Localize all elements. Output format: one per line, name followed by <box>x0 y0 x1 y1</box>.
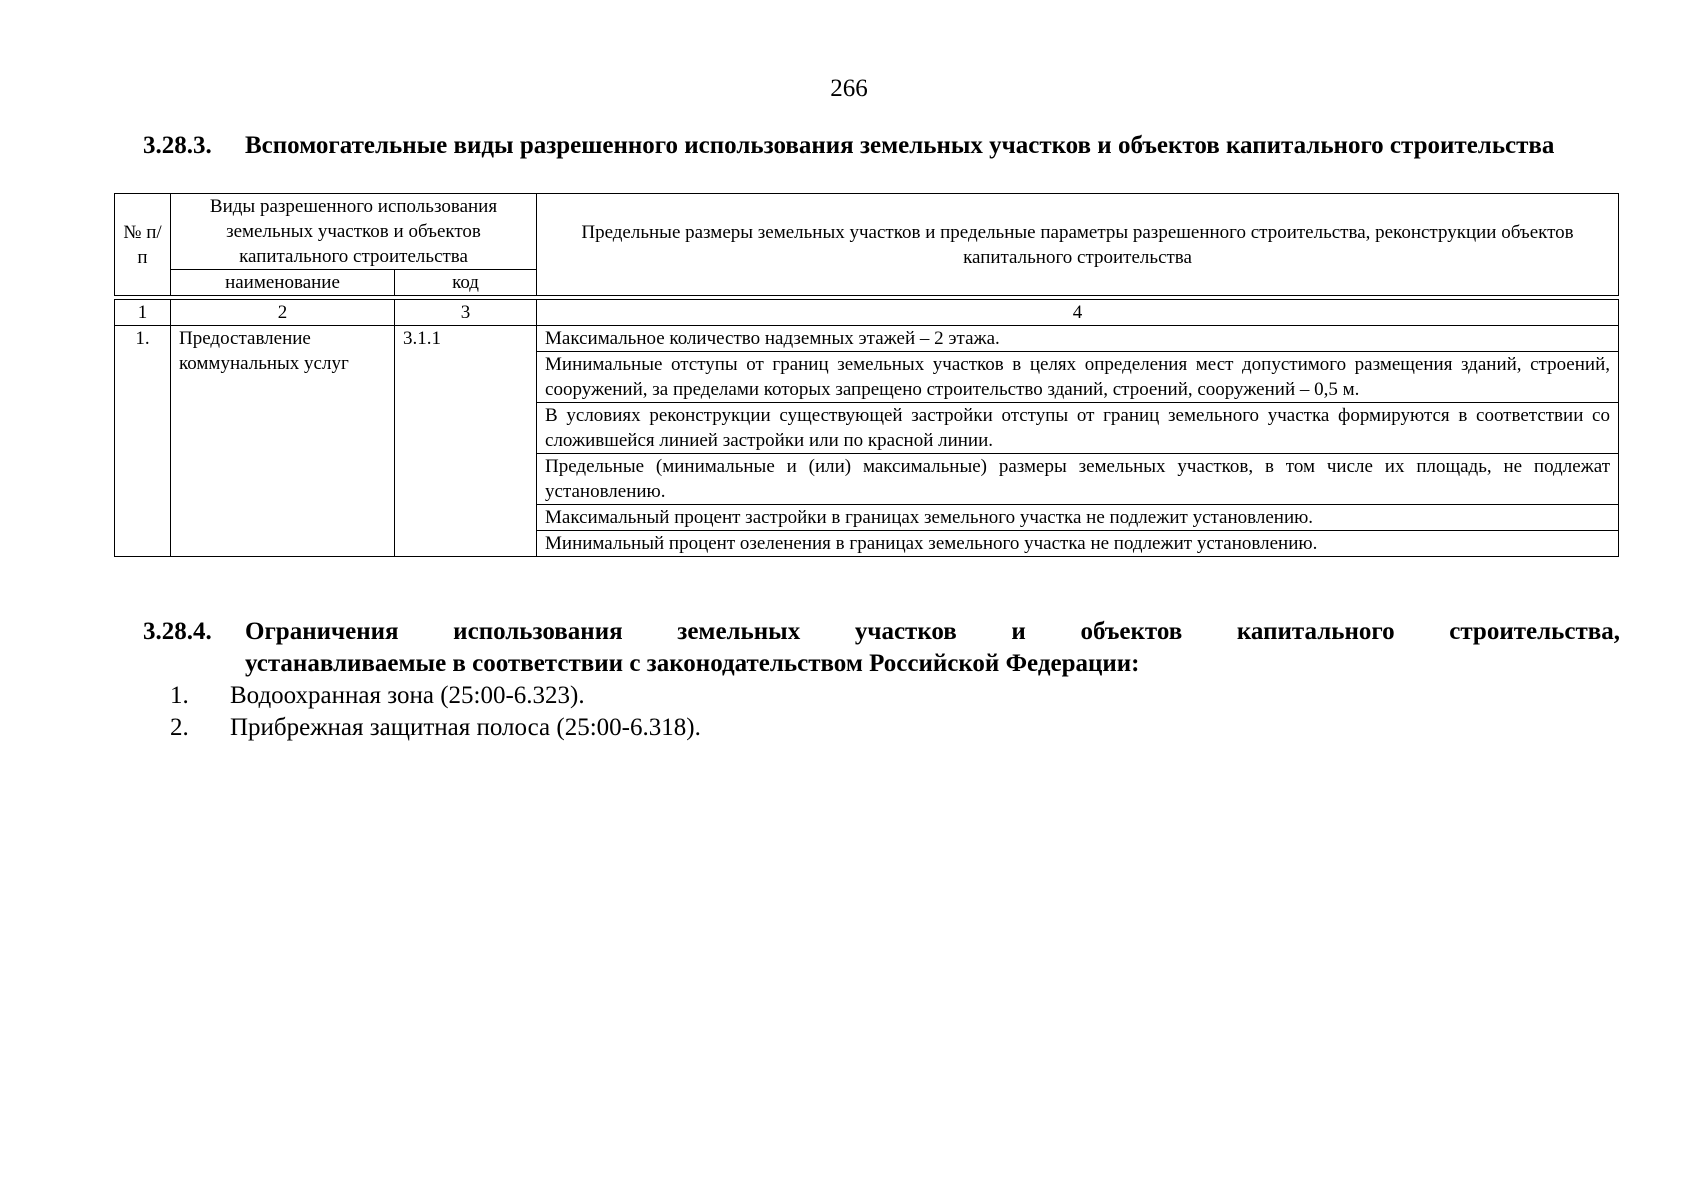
section-number: 3.28.3. <box>143 132 212 159</box>
section-title-line: Ограничения использования земельных участков и объектов капитального строительства, <box>245 618 1620 645</box>
section-title: Вспомогательные виды разрешенного использования земельных участков и объектов капитального строительства <box>245 132 1555 159</box>
section-title <box>245 616 1620 680</box>
header-types-group: Виды разрешенного использования земельных участков и объектов капитального строительства <box>171 194 537 270</box>
table-row <box>115 326 1619 352</box>
list-item <box>170 712 701 744</box>
section-title-line: устанавливаемые в соответствии с законодательством Российской Федерации: <box>245 650 1140 677</box>
column-number: 3 <box>395 300 537 326</box>
permitted-uses-table <box>114 193 1619 557</box>
row-param: Минимальные отступы от границ земельных участков в целях определения мест допустимого размещения зданий, строений, сооружений, за пределами которых запрещено строительство зданий, строений, сооружений – 0,5 м. <box>537 352 1619 403</box>
list-item-text: Прибрежная защитная полоса (25:00-6.318). <box>230 714 701 741</box>
column-number: 2 <box>171 300 395 326</box>
list-item-text: Водоохранная зона (25:00-6.323). <box>230 682 585 709</box>
section-number: 3.28.4. <box>143 618 212 645</box>
section-heading-restrictions <box>143 616 1620 680</box>
header-code: код <box>395 270 537 296</box>
column-numbers-row <box>115 300 1619 326</box>
row-param: Максимальное количество надземных этажей – 2 этажа. <box>537 326 1619 352</box>
row-param: Минимальный процент озеленения в границах земельного участка не подлежит установлению. <box>537 531 1619 557</box>
header-limits: Предельные размеры земельных участков и предельные параметры разрешенного строительства, реконструкции объектов капитального строительства <box>537 194 1619 296</box>
column-number: 1 <box>115 300 171 326</box>
row-param: Максимальный процент застройки в границах земельного участка не подлежит установлению. <box>537 505 1619 531</box>
section-heading-auxiliary-uses <box>143 130 1620 162</box>
row-num: 1. <box>115 326 171 557</box>
table-header-row <box>115 194 1619 270</box>
restrictions-list <box>170 680 701 744</box>
header-num: № п/п <box>115 194 171 296</box>
row-code: 3.1.1 <box>395 326 537 557</box>
list-item <box>170 680 701 712</box>
column-number: 4 <box>537 300 1619 326</box>
page-number: 266 <box>830 75 868 102</box>
list-item-number: 2. <box>170 714 189 741</box>
row-name: Предоставление коммунальных услуг <box>171 326 395 557</box>
row-param: Предельные (минимальные и (или) максимальные) размеры земельных участков, в том числе их площадь, не подлежат установлению. <box>537 454 1619 505</box>
row-param: В условиях реконструкции существующей застройки отступы от границ земельного участка формируются в соответствии со сложившейся линией застройки или по красной линии. <box>537 403 1619 454</box>
header-name: наименование <box>171 270 395 296</box>
list-item-number: 1. <box>170 682 189 709</box>
